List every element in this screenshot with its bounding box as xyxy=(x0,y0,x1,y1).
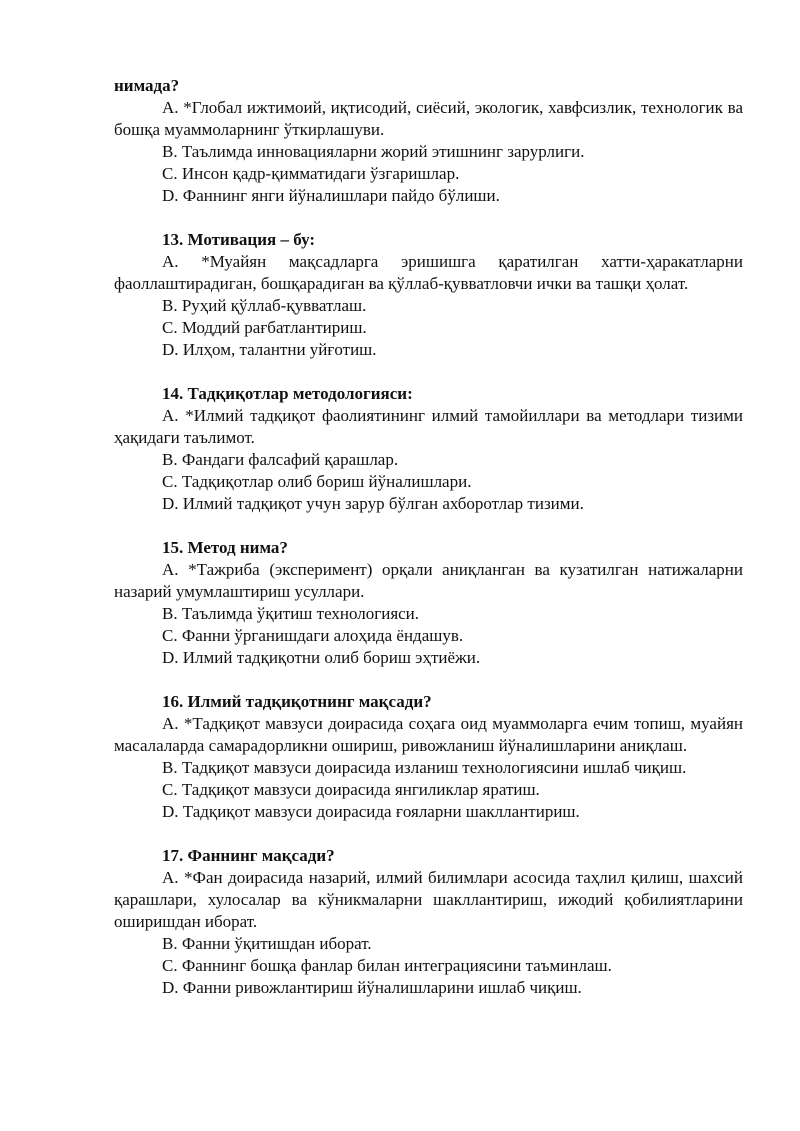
answer-option: D. Илмий тадқиқотни олиб бориш эҳтиёжи. xyxy=(162,648,481,667)
answer-option: B. Таълимда инновацияларни жорий этишнинг зарурлиги. xyxy=(162,142,585,161)
question-title: 14. Тадқиқотлар методологияси: xyxy=(162,384,413,403)
spacer xyxy=(114,669,743,691)
question-title: 15. Метод нима? xyxy=(162,538,288,557)
answer-option: B. Тадқиқот мавзуси доирасида изланиш технологиясини ишлаб чиқиш. xyxy=(162,758,687,777)
answer-correct: A. *Тажриба (эксперимент) орқали аниқланган ва кузатилган натижаларни назарий умумлаштириш усуллари. xyxy=(114,560,743,601)
answer-option: B. Таълимда ўқитиш технологияси. xyxy=(162,604,420,623)
answer-correct: A. *Илмий тадқиқот фаолиятининг илмий тамойиллари ва методлари тизими ҳақидаги таълимот. xyxy=(114,406,743,447)
answer-option: C. Фанни ўрганишдаги алоҳида ёндашув. xyxy=(162,626,464,645)
spacer xyxy=(114,515,743,537)
answer-option: C. Тадқиқот мавзуси доирасида янгиликлар яратиш. xyxy=(162,780,540,799)
question-title: 13. Мотивация – бу: xyxy=(162,230,315,249)
answer-option: B. Руҳий қўллаб-қувватлаш. xyxy=(162,296,367,315)
answer-option: D. Фанни ривожлантириш йўналишларини ишлаб чиқиш. xyxy=(162,978,582,997)
answer-option: B. Фанни ўқитишдан иборат. xyxy=(162,934,372,953)
answer-option: D. Илҳом, талантни уйғотиш. xyxy=(162,340,377,359)
answer-option: D. Тадқиқот мавзуси доирасида ғояларни шакллантириш. xyxy=(162,802,580,821)
answer-correct: A. *Глобал ижтимоий, иқтисодий, сиёсий, экологик, хавфсизлик, технологик ва бошқа муаммоларнинг ўткирлашуви. xyxy=(114,98,743,139)
answer-correct: A. *Муайян мақсадларга эришишга қаратилган хатти-ҳаракатларни фаоллаштирадиган, бошқарадиган ва қўллаб-қувватловчи ички ва ташқи ҳолат. xyxy=(114,252,743,293)
answer-option: D. Фаннинг янги йўналишлари пайдо бўлиши. xyxy=(162,186,500,205)
spacer xyxy=(114,823,743,845)
question-title: 17. Фаннинг мақсади? xyxy=(162,846,335,865)
answer-option: C. Фаннинг бошқа фанлар билан интеграциясини таъминлаш. xyxy=(162,956,612,975)
spacer xyxy=(114,207,743,229)
answer-option: C. Тадқиқотлар олиб бориш йўналишлари. xyxy=(162,472,472,491)
question-title: нимада? xyxy=(114,76,180,95)
answer-option: D. Илмий тадқиқот учун зарур бўлган ахборотлар тизими. xyxy=(162,494,584,513)
answer-correct: A. *Фан доирасида назарий, илмий билимлари асосида таҳлил қилиш, шахсий қарашлари, хулосалар ва кўникмаларни шакллантириш, ижодий қобилиятларини оширишдан иборат. xyxy=(114,868,743,931)
spacer xyxy=(114,361,743,383)
question-title: 16. Илмий тадқиқотнинг мақсади? xyxy=(162,692,432,711)
answer-option: C. Моддий рағбатлантириш. xyxy=(162,318,367,337)
answer-correct: A. *Тадқиқот мавзуси доирасида соҳага оид муаммоларга ечим топиш, муайян масалаларда самарадорликни ошириш, ривожланиш йўналишларини аниқлаш. xyxy=(114,714,743,755)
answer-option: B. Фандаги фалсафий қарашлар. xyxy=(162,450,399,469)
answer-option: C. Инсон қадр-қимматидаги ўзгаришлар. xyxy=(162,164,460,183)
